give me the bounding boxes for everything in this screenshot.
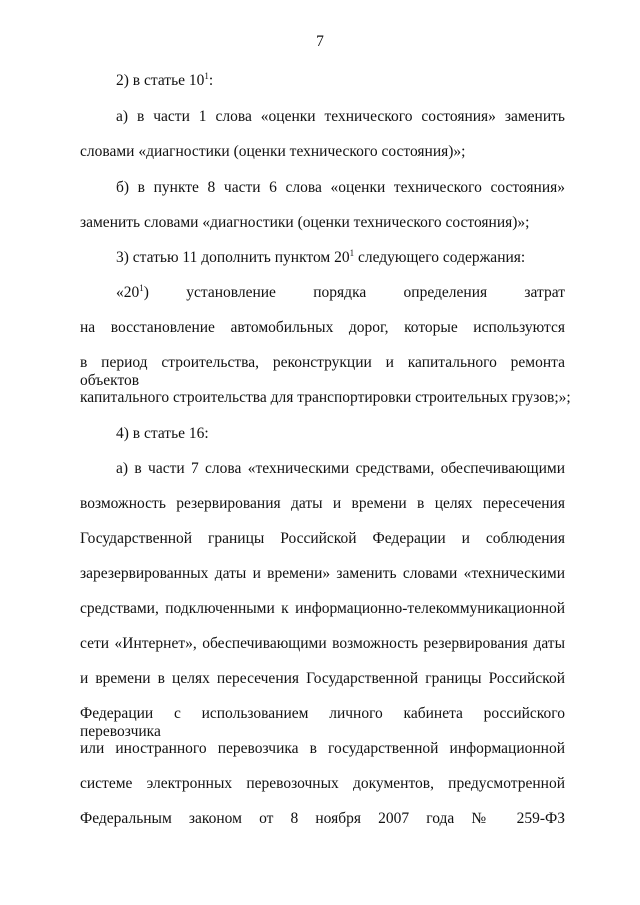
item-4a-line-10: системе электронных перевозочных документов, предусмотренной [80, 775, 565, 792]
item-4a-line-7: и времени в целях пересечения Государственной границы Российской [80, 670, 565, 687]
item-3-quote-line-2: на восстановление автомобильных дорог, которые используются [80, 319, 565, 336]
item-4a-line-9: или иностранного перевозчика в государственной информационной [80, 740, 565, 757]
item-2b-line-2: заменить словами «диагностики (оценки технического состояния)»; [80, 214, 530, 231]
item-4a-line-1: а) в части 7 слова «техническими средствами, обеспечивающими [116, 460, 565, 477]
item-4-heading: 4) в статье 16: [116, 425, 209, 442]
item-3-heading: 3) статью 11 дополнить пунктом $20^1$ следующего содержания: [116, 248, 526, 266]
item-3-quote-line-4: капитального строительства для транспортировки строительных грузов;»; [80, 389, 571, 406]
item-3-quote-line-1: «$20^1$) установление порядка определения затрат [116, 283, 565, 301]
item-2-heading: 2) в статье $10^1$: [116, 71, 214, 89]
item-4a-line-8: Федерации с использованием личного кабинета российского перевозчика [80, 705, 565, 740]
item-4a-line-4: зарезервированных даты и времени» заменить словами «техническими [80, 565, 565, 582]
item-2a-line-2: словами «диагностики (оценки технического состояния)»; [80, 143, 466, 160]
item-4a-line-5: средствами, подключенными к информационно-телекоммуникационной [80, 600, 565, 617]
item-4a-line-2: возможность резервирования даты и времени в целях пересечения [80, 495, 565, 512]
page-number: 7 [316, 33, 324, 50]
item-2a-line-1: а) в части 1 слова «оценки технического состояния» заменить [116, 108, 565, 125]
item-4a-line-11: Федеральным законом от 8 ноября 2007 года № 259-ФЗ [80, 810, 565, 827]
item-2b-line-1: б) в пункте 8 части 6 слова «оценки технического состояния» [116, 179, 565, 196]
item-4a-line-3: Государственной границы Российской Федерации и соблюдения [80, 530, 565, 547]
item-4a-line-6: сети «Интернет», обеспечивающими возможность резервирования даты [80, 635, 565, 652]
item-3-quote-line-3: в период строительства, реконструкции и капитального ремонта объектов [80, 354, 565, 389]
